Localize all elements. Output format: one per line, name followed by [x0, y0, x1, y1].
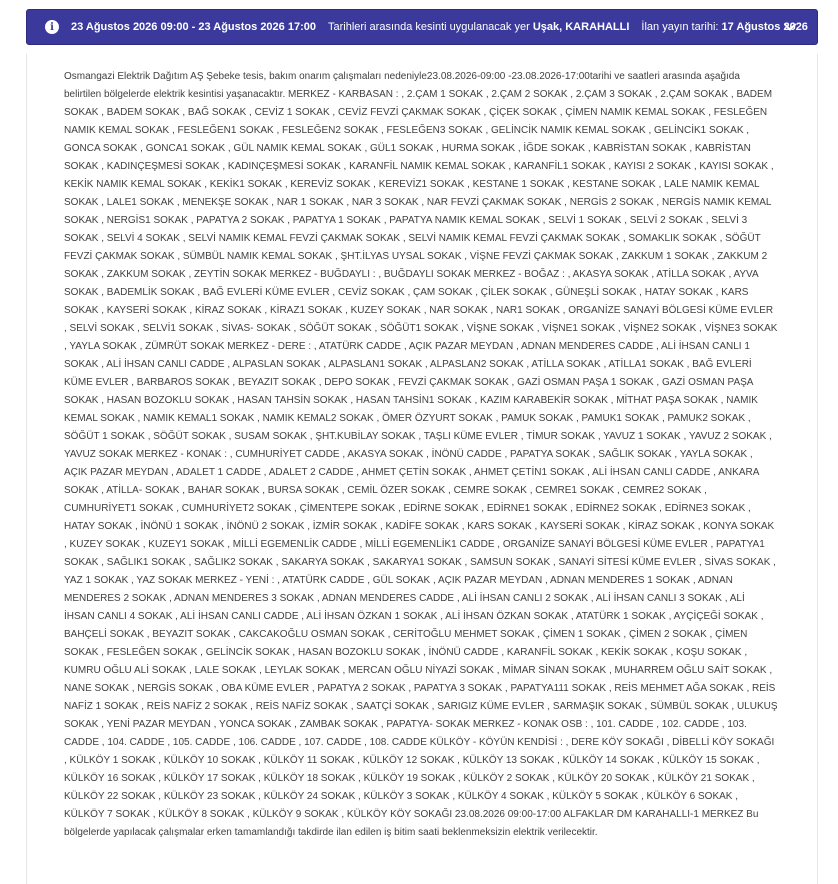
outage-date-range: 23 Ağustos 2026 09:00 - 23 Ağustos 2026 17:00 [71, 21, 316, 33]
info-icon: i [45, 20, 59, 34]
notice-text: Osmangazi Elektrik Dağıtım AŞ Şebeke tesis, bakım onarım çalışmaları nedeniyle23.08.2026-09:00 -23.08.2026-17:00tarihi ve saatleri arasında aşağıda belirtilen bölgelerde elektrik kesintisi yaşanacaktır. MERKEZ - KARBASAN : , 2.ÇAM 1 SOKAK , 2.ÇAM 2 SOKAK , 2.ÇAM 3 SOKAK , 2.ÇAM SOKAK , BADEM SOKAK , BADEM SOKAK , BAĞ SOKAK , CEVİZ 1 SOKAK , CEVİZ FEVZİ ÇAKMAK SOKAK , ÇİÇEK SOKAK , ÇİMEN NAMIK KEMAL SOKAK , FESLEĞEN NAMIK KEMAL SOKAK , FESLEĞEN1 SOKAK , FESLEĞEN2 SOKAK , FESLEĞEN3 SOKAK , GELİNCİK NAMIK KEMAL SOKAK , GELİNCİK1 SOKAK , GONCA SOKAK , GONCA1 SOKAK , GÜL NAMIK KEMAL SOKAK , GÜL1 SOKAK , HURMA SOKAK , İĞDE SOKAK , KABRİSTAN SOKAK , KABRİSTAN SOKAK , KADINÇEŞMESİ SOKAK , KADINÇEŞMESİ SOKAK , KARANFİL NAMIK KEMAL SOKAK , KARANFİL1 SOKAK , KAYISI 2 SOKAK , KAYISI SOKAK , KEKİK NAMIK KEMAL SOKAK , KEKİK1 SOKAK , KEREVİZ SOKAK , KEREVİZ1 SOKAK , KESTANE 1 SOKAK , KESTANE SOKAK , LALE NAMIK KEMAL SOKAK , LALE1 SOKAK , MENEKŞE SOKAK , NAR 1 SOKAK , NAR 3 SOKAK , NAR FEVZİ ÇAKMAK SOKAK , NERGİS 2 SOKAK , NERGİS NAMIK KEMAL SOKAK , NERGİS1 SOKAK , PAPATYA 2 SOKAK , PAPATYA 1 SOKAK , PAPATYA NAMIK KEMAL SOKAK , SELVİ 1 SOKAK , SELVİ 2 SOKAK , SELVİ 3 SOKAK , SELVİ 4 SOKAK , SELVİ NAMIK KEMAL FEVZİ ÇAKMAK SOKAK , SELVİ NAMIK KEMAL FEVZİ ÇAKMAK SOKAK , SOMAKLIK SOKAK , SÖĞÜT FEVZİ ÇAKMAK SOKAK , SÜMBÜL NAMIK KEMAL SOKAK , ŞHT.İLYAS UYSAL SOKAK , VİŞNE FEVZİ ÇAKMAK SOKAK , ZAKKUM 1 SOKAK , ZAKKUM 2 SOKAK , ZAKKUM SOKAK , ZEYTİN SOKAK MERKEZ - BUĞDAYLI : , BUĞDAYLI SOKAK MERKEZ - BOĞAZ : , AKASYA SOKAK , ATİLLA SOKAK , AYVA SOKAK , BADEMLİK SOKAK , BAĞ EVLERİ KÜME EVLER , CEVİZ SOKAK , ÇAM SOKAK , ÇİLEK SOKAK , GÜNEŞLİ SOKAK , HATAY SOKAK , KARS SOKAK , KAYSERİ SOKAK , KİRAZ SOKAK , KİRAZ1 SOKAK , KUZEY SOKAK , NAR SOKAK , NAR1 SOKAK , ORGANİZE SANAYİ BÖLGESİ KÜME EVLER , SELVİ SOKAK , SELVİ1 SOKAK , SİVAS- SOKAK , SÖĞÜT SOKAK , SÖĞÜT1 SOKAK , VİŞNE SOKAK , VİŞNE1 SOKAK , VİŞNE2 SOKAK , VİŞNE3 SOKAK , YAYLA SOKAK , ZÜMRÜT SOKAK MERKEZ - DERE : , ATATÜRK CADDE , AÇIK PAZAR MEYDAN , ADNAN MENDERES CADDE , ALİ İHSAN CANLI 1 SOKAK , ALİ İHSAN CANLI CADDE , ALPASLAN SOKAK , ALPASLAN1 SOKAK , ALPASLAN2 SOKAK , ATİLLA SOKAK , ATİLLA1 SOKAK , BAĞ EVLERİ KÜME EVLER , BARBAROS SOKAK , BEYAZIT SOKAK , DEPO SOKAK , FEVZİ ÇAKMAK SOKAK , GAZİ OSMAN PAŞA 1 SOKAK , GAZİ OSMAN PAŞA SOKAK , HASAN BOZOKLU SOKAK , HASAN TAHSİN SOKAK , HASAN TAHSİN1 SOKAK , KAZIM KARABEKİR SOKAK , MİTHAT PAŞA SOKAK , NAMIK KEMAL SOKAK , NAMIK KEMAL1 SOKAK , NAMIK KEMAL2 SOKAK , ÖMER ÖZYURT SOKAK , PAMUK SOKAK , PAMUK1 SOKAK , PAMUK2 SOKAK , SÖĞÜT 1 SOKAK , SÖĞÜT SOKAK , SUSAM SOKAK , ŞHT.KUBİLAY SOKAK , TAŞLI KÜME EVLER , TİMUR SOKAK , YAVUZ 1 SOKAK , YAVUZ 2 SOKAK , YAVUZ SOKAK MERKEZ - KONAK : , CUMHURİYET CADDE , AKASYA SOKAK , İNÖNÜ CADDE , PAPATYA SOKAK , SAĞLIK SOKAK , YAYLA SOKAK , AÇIK PAZAR MEYDAN , ADALET 1 CADDE , ADALET 2 CADDE , AHMET ÇETİN SOKAK , AHMET ÇETİN1 SOKAK , ALİ İHSAN CANLI CADDE , ANKARA SOKAK , ATİLLA- SOKAK , BAHAR SOKAK , BURSA SOKAK , CEMİL ÖZER SOKAK , CEMRE SOKAK , CEMRE1 SOKAK , CEMRE2 SOKAK , CUMHURİYET1 SOKAK , CUMHURİYET2 SOKAK , ÇİMENTEPE SOKAK , EDİRNE SOKAK , EDİRNE1 SOKAK , EDİRNE2 SOKAK , EDİRNE3 SOKAK , HATAY SOKAK , İNÖNÜ 1 SOKAK , İNÖNÜ 2 SOKAK , İZMİR SOKAK , KADİFE SOKAK , KARS SOKAK , KAYSERİ SOKAK , KİRAZ SOKAK , KONYA SOKAK , KUZEY SOKAK , KUZEY1 SOKAK , MİLLİ EGEMENLİK CADDE , MİLLİ EGEMENLİK1 CADDE , ORGANİZE SANAYİ BÖLGESİ KÜME EVLER , PAPATYA1 SOKAK , SAĞLIK1 SOKAK , SAĞLIK2 SOKAK , SAKARYA SOKAK , SAKARYA1 SOKAK , SAMSUN SOKAK , SANAYİ SİTESİ KÜME EVLER , SİVAS SOKAK , YAZ 1 SOKAK , YAZ SOKAK MERKEZ - YENİ : , ATATÜRK CADDE , GÜL SOKAK , AÇIK PAZAR MEYDAN , ADNAN MENDERES 1 SOKAK , ADNAN MENDERES 2 SOKAK , ADNAN MENDERES 3 SOKAK , ADNAN MENDERES CADDE , ALİ İHSAN CANLI 2 SOKAK , ALİ İHSAN CANLI 3 SOKAK , ALİ İHSAN CANLI 4 SOKAK , ALİ İHSAN CANLI CADDE , ALİ İHSAN ÖZKAN 1 SOKAK , ALİ İHSAN ÖZKAN SOKAK , ATATÜRK 1 SOKAK , AYÇİÇEĞİ SOKAK , BAHÇELİ SOKAK , BEYAZIT SOKAK , CAKCAKOĞLU OSMAN SOKAK , CERİTOĞLU MEHMET SOKAK , ÇİMEN 1 SOKAK , ÇİMEN 2 SOKAK , ÇİMEN SOKAK , FESLEĞEN SOKAK , GELİNCİK SOKAK , HASAN BOZOKLU SOKAK , İNÖNÜ CADDE , KARANFİL SOKAK , KEKİK SOKAK , KOŞU SOKAK , KUMRU OĞLU ALİ SOKAK , LALE SOKAK , LEYLAK SOKAK , MERCAN OĞLU NİYAZİ SOKAK , MİMAR SİNAN SOKAK , MUHARREM OĞLU SAİT SOKAK , NANE SOKAK , NERGİS SOKAK , OBA KÜME EVLER , PAPATYA 2 SOKAK , PAPATYA 3 SOKAK , PAPATYA111 SOKAK , REİS MEHMET AĞA SOKAK , REİS NAFİZ 1 SOKAK , REİS NAFİZ 2 SOKAK , REİS NAFİZ SOKAK , SAATÇİ SOKAK , SARIGIZ KÜME EVLER , SARMAŞIK SOKAK , SÜMBÜL SOKAK , ULUKUŞ SOKAK , YENİ PAZAR MEYDAN , YONCA SOKAK , ZAMBAK SOKAK , PAPATYA- SOKAK MERKEZ - KONAK OSB : , 101. CADDE , 102. CADDE , 103. CADDE , 104. CADDE , 105. CADDE , 106. CADDE , 107. CADDE , 108. CADDE KÜLKÖY - KÖYÜN KENDİSİ : , DERE KÖY SOKAĞI , DİBELLİ KÖY SOKAĞI , KÜLKÖY 1 SOKAK , KÜLKÖY 10 SOKAK , KÜLKÖY 11 SOKAK , KÜLKÖY 12 SOKAK , KÜLKÖY 13 SOKAK , KÜLKÖY 14 SOKAK , KÜLKÖY 15 SOKAK , KÜLKÖY 16 SOKAK , KÜLKÖY 17 SOKAK , KÜLKÖY 18 SOKAK , KÜLKÖY 19 SOKAK , KÜLKÖY 2 SOKAK , KÜLKÖY 20 SOKAK , KÜLKÖY 21 SOKAK , KÜLKÖY 22 SOKAK , KÜLKÖY 23 SOKAK , KÜLKÖY 24 SOKAK , KÜLKÖY 3 SOKAK , KÜLKÖY 4 SOKAK , KÜLKÖY 5 SOKAK , KÜLKÖY 6 SOKAK , KÜLKÖY 7 SOKAK , KÜLKÖY 8 SOKAK , KÜLKÖY 9 SOKAK , KÜLKÖY KÖY SOKAĞI 23.08.2026 09:00-17:00 ALFAKLAR DM KARAHALLI-1 MERKEZ Bu bölgelerde yapılacak çalışmalar erken tamamlandığı takdirde ilan edilen iş bitim saati beklenmeksizin elektrik verilecektir. [64, 71, 778, 838]
chevron-down-icon[interactable] [783, 20, 797, 34]
outage-header[interactable] [26, 9, 818, 45]
publish-date: 17 Ağustos 2026 [721, 21, 808, 33]
publish-info: İlan yayın tarihi: 17 Ağustos 2026 [641, 21, 808, 33]
outage-location: Uşak, KARAHALLI [532, 21, 630, 33]
location-prefix: Tarihleri arasında kesinti uygulanacak yer Uşak, KARAHALLI [327, 21, 630, 33]
